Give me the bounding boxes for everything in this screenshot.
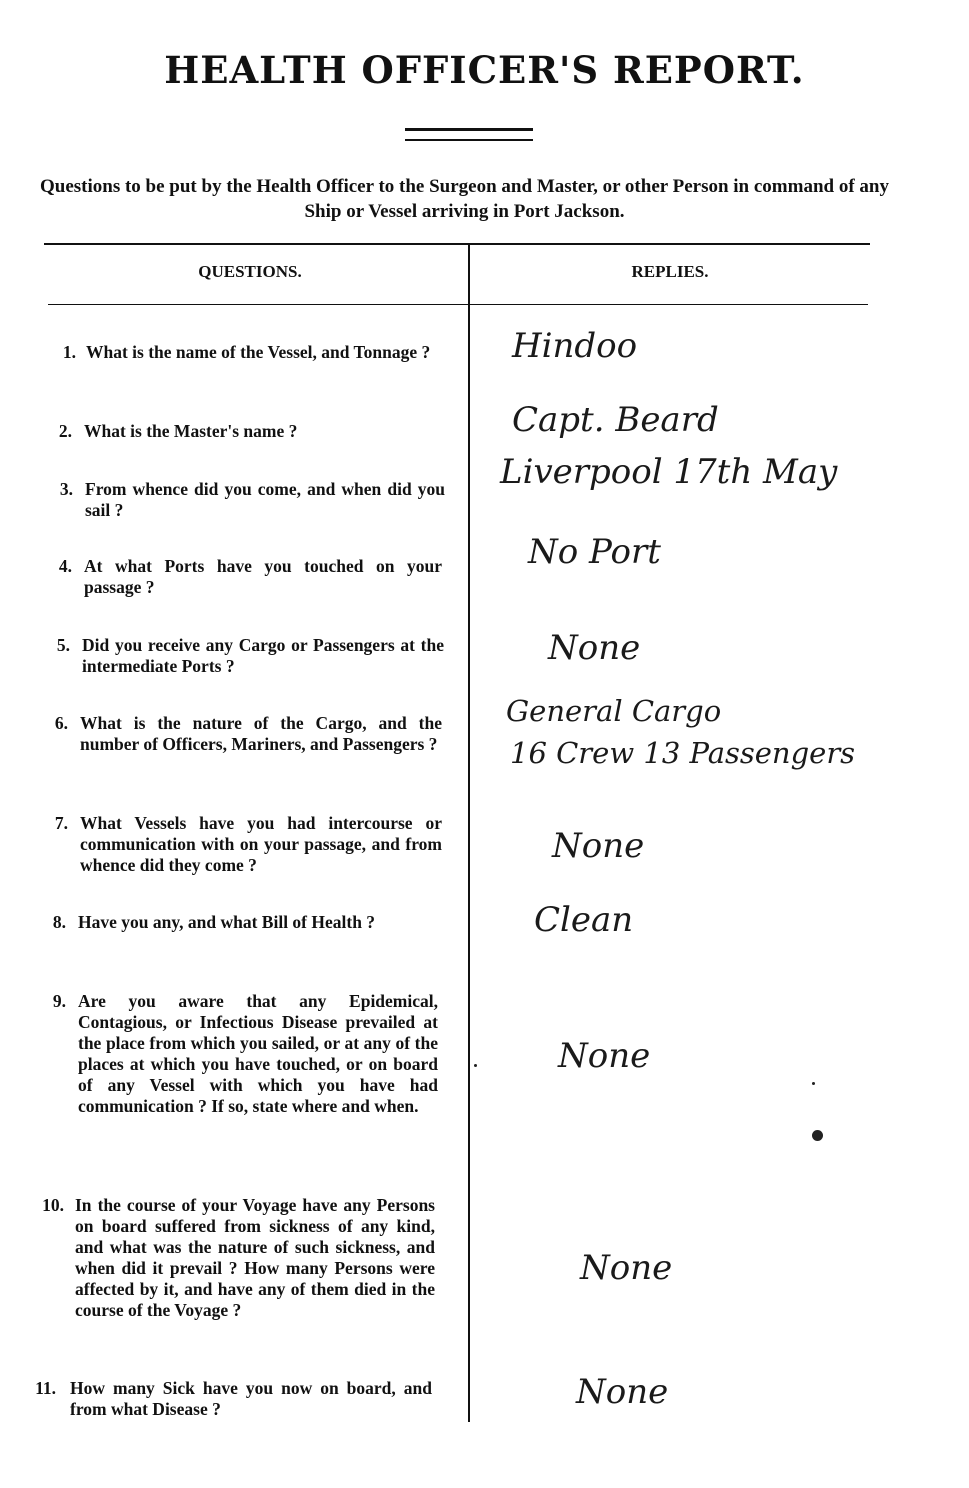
question-text: From whence did you come, and when did you sail ? [85, 479, 445, 520]
reply-3: Liverpool 17th May [500, 452, 838, 492]
question-text: At what Ports have you touched on your passage ? [84, 556, 442, 597]
reply-8: Clean [534, 900, 634, 940]
question-text: Have you any, and what Bill of Health ? [78, 912, 376, 932]
header-bottom-rule [48, 304, 868, 305]
question-text: How many Sick have you now on board, and from what Disease ? [70, 1378, 432, 1419]
title-rule [405, 128, 533, 141]
reply-6b: 16 Crew 13 Passengers [510, 736, 856, 770]
question-number: 7. [54, 813, 68, 833]
question-number: 9. [52, 991, 66, 1011]
questions-column-header: QUESTIONS. [198, 262, 302, 281]
question-number: 4. [58, 556, 72, 576]
column-divider [468, 244, 470, 1422]
question-number: 8. [52, 912, 66, 932]
question-text: What is the Master's name ? [84, 421, 298, 441]
replies-column-header: REPLIES. [631, 262, 709, 281]
question-number: 11. [35, 1378, 56, 1398]
question-number: 6. [54, 713, 68, 733]
reply-6a: General Cargo [506, 694, 722, 728]
question-number: 5. [56, 635, 70, 655]
ink-speck [812, 1130, 823, 1141]
question-number: 3. [59, 479, 73, 499]
question-text: Did you receive any Cargo or Passengers at the intermediate Ports ? [82, 635, 444, 676]
question-text: Are you aware that any Epidemical, Contagious, or Infectious Disease prevailed at the place from which you sailed, or at any of the places at which you have touched, or on board of any Vessel with which you have had communication ? If so, state where and when. [78, 991, 438, 1116]
question-number: 1. [62, 342, 76, 362]
question-number: 2. [58, 421, 72, 441]
reply-11: None [576, 1372, 669, 1412]
reply-2: Capt. Beard [512, 400, 719, 440]
question-text: What Vessels have you had intercourse or communication with on your passage, and from whence did they come ? [80, 813, 442, 875]
question-number: 10. [42, 1195, 64, 1215]
reply-7: None [552, 826, 645, 866]
reply-9: None [558, 1036, 651, 1076]
ink-speck [812, 1082, 815, 1085]
intro-text: Questions to be put by the Health Officer to the Surgeon and Master, or other Person in command of any Ship or Vessel arriving in Port Jackson. [39, 176, 889, 222]
page-title: HEALTH OFFICER'S REPORT. [164, 48, 805, 92]
question-text: What is the name of the Vessel, and Tonnage ? [86, 342, 431, 362]
reply-10: None [580, 1248, 673, 1288]
reply-5: None [548, 628, 641, 668]
reply-4: No Port [528, 532, 661, 572]
question-text: What is the nature of the Cargo, and the number of Officers, Mariners, and Passengers ? [80, 713, 442, 754]
question-text: In the course of your Voyage have any Persons on board suffered from sickness of any kind, and what was the nature of such sickness, and when did it prevail ? How many Persons were affected by it, and have any of them died in the course of the Voyage ? [75, 1195, 435, 1320]
ink-speck [474, 1064, 477, 1067]
table-top-rule [44, 243, 870, 245]
reply-1: Hindoo [512, 326, 638, 366]
